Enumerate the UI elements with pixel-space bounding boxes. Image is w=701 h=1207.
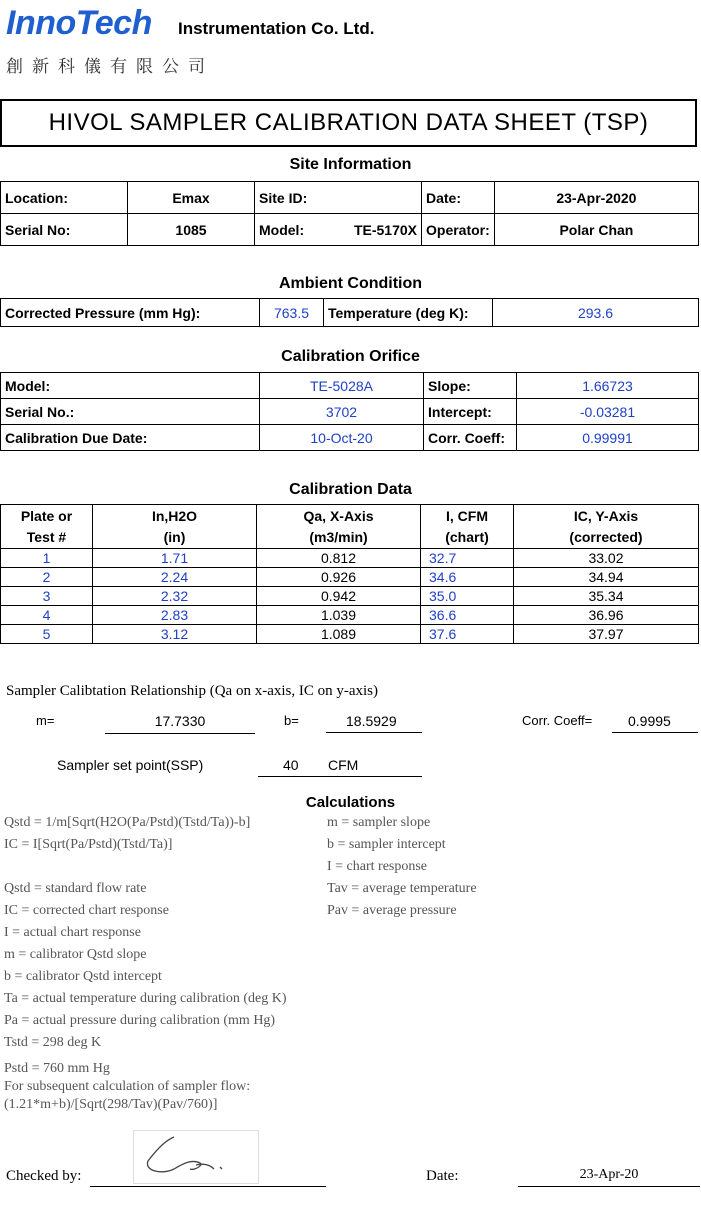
def-pav: Pav = average pressure: [327, 903, 457, 918]
location-label: Location:: [1, 182, 128, 214]
corr-coeff-value: 0.99991: [517, 425, 699, 451]
def-qstd: Qstd = standard flow rate: [4, 881, 147, 896]
page-title: HIVOL SAMPLER CALIBRATION DATA SHEET (TSP): [0, 99, 697, 147]
def-sampler-slope: m = sampler slope: [327, 815, 431, 830]
cell-qa: 1.039: [257, 606, 421, 625]
def-sampler-intercept: b = sampler intercept: [327, 837, 446, 852]
cell-i: 36.6: [421, 606, 514, 625]
cell-i: 35.0: [421, 587, 514, 606]
due-date-value: 10-Oct-20: [260, 425, 424, 451]
pressure-value: 763.5: [260, 299, 324, 327]
footer-date-label: Date:: [426, 1168, 459, 1184]
operator-label: Operator:: [422, 214, 495, 246]
def-m: m = calibrator Qstd slope: [4, 947, 147, 962]
cell-qa: 0.812: [257, 549, 421, 568]
cell-qa: 0.942: [257, 587, 421, 606]
cell-test: 1: [1, 549, 93, 568]
cell-ic: 33.02: [514, 549, 699, 568]
cell-ic: 36.96: [514, 606, 699, 625]
location-value: Emax: [128, 182, 255, 214]
cell-inh2o: 2.83: [93, 606, 257, 625]
due-date-label: Calibration Due Date:: [1, 425, 260, 451]
brand-logo: InnoTech: [6, 4, 152, 42]
orifice-model-label: Model:: [1, 373, 260, 399]
relationship-heading: Sampler Calibtation Relationship (Qa on x-axis, IC on y-axis): [6, 683, 379, 699]
m-label: m=: [36, 713, 55, 728]
ssp-value: 40: [283, 757, 299, 773]
cell-inh2o: 1.71: [93, 549, 257, 568]
sampler-corr-value: 0.9995: [612, 711, 698, 733]
def-b: b = calibrator Qstd intercept: [4, 969, 162, 984]
cell-qa: 1.089: [257, 625, 421, 644]
col-subheader-qa: (m3/min): [257, 527, 421, 549]
sampler-corr-label: Corr. Coeff=: [522, 713, 593, 728]
col-subheader-ic: (corrected): [514, 527, 699, 549]
b-value: 18.5929: [326, 711, 422, 733]
slope-value: 1.66723: [517, 373, 699, 399]
pressure-label: Corrected Pressure (mm Hg):: [1, 299, 260, 327]
cell-ic: 35.34: [514, 587, 699, 606]
date-label: Date:: [422, 182, 495, 214]
model-cell: [255, 214, 422, 246]
site-info-table: [0, 181, 699, 246]
def-tstd: Tstd = 298 deg K: [4, 1035, 102, 1050]
formula-qstd: Qstd = 1/m[Sqrt(H2O(Pa/Pstd)(Tstd/Ta))-b]: [4, 815, 251, 830]
def-pa: Pa = actual pressure during calibration (mm Hg): [4, 1013, 276, 1028]
calibration-data-table: [0, 504, 699, 644]
calculations-heading: Calculations: [305, 794, 396, 811]
cell-test: 5: [1, 625, 93, 644]
cell-ic: 34.94: [514, 568, 699, 587]
cell-i: 34.6: [421, 568, 514, 587]
col-header-qa: Qa, X-Axis: [257, 505, 421, 527]
footer-date-value: 23-Apr-20: [518, 1166, 700, 1187]
def-ta: Ta = actual temperature during calibration (deg K): [4, 991, 287, 1006]
cell-qa: 0.926: [257, 568, 421, 587]
table-row: [1, 625, 699, 644]
ambient-heading: Ambient Condition: [278, 275, 423, 292]
col-header-ic: IC, Y-Axis: [514, 505, 699, 527]
site-info-heading: Site Information: [289, 156, 412, 173]
def-tav: Tav = average temperature: [327, 881, 477, 896]
intercept-label: Intercept:: [424, 399, 517, 425]
operator-value: Polar Chan: [494, 214, 698, 246]
temperature-label: Temperature (deg K):: [324, 299, 493, 327]
col-subheader-i: (chart): [421, 527, 514, 549]
calculations-left: [4, 815, 324, 1115]
orifice-table: [0, 372, 699, 451]
orifice-serial-value: 3702: [260, 399, 424, 425]
table-row: [1, 606, 699, 625]
model-label: Model:: [259, 221, 305, 238]
col-subheader-inh2o: (in): [93, 527, 257, 549]
col-header-i: I, CFM: [421, 505, 514, 527]
col-header-inh2o: In,H2O: [93, 505, 257, 527]
table-row: [1, 549, 699, 568]
blank-line: [4, 859, 324, 881]
ssp-label: Sampler set point(SSP): [57, 757, 204, 773]
m-value: 17.7330: [105, 711, 255, 734]
cell-test: 3: [1, 587, 93, 606]
subsequent-note: For subsequent calculation of sampler flow:: [4, 1079, 251, 1094]
serial-label: Serial No:: [1, 214, 128, 246]
cell-i: 32.7: [421, 549, 514, 568]
cell-inh2o: 3.12: [93, 625, 257, 644]
corr-coeff-label: Corr. Coeff:: [424, 425, 517, 451]
subsequent-formula: (1.21*m+b)/[Sqrt(298/Tav)(Pav/760)]: [4, 1097, 218, 1112]
col-subheader-plate: Test #: [1, 527, 93, 549]
ssp-field: [258, 755, 422, 777]
temperature-value: 293.6: [493, 299, 699, 327]
checked-by-line: [90, 1186, 326, 1187]
slope-label: Slope:: [424, 373, 517, 399]
ambient-table: [0, 298, 699, 327]
signature-scribble: [134, 1131, 258, 1183]
cell-test: 4: [1, 606, 93, 625]
def-i: I = actual chart response: [4, 925, 141, 940]
formula-ic: IC = I[Sqrt(Pa/Pstd)(Tstd/Ta)]: [4, 837, 173, 852]
cell-ic: 37.97: [514, 625, 699, 644]
table-row: [1, 587, 699, 606]
checked-by-label: Checked by:: [6, 1168, 82, 1184]
serial-value: 1085: [128, 214, 255, 246]
calculations-right: [327, 815, 547, 925]
def-pstd: Pstd = 760 mm Hg: [4, 1061, 110, 1076]
def-chart-response: I = chart response: [327, 859, 428, 874]
cell-inh2o: 2.32: [93, 587, 257, 606]
cell-i: 37.6: [421, 625, 514, 644]
table-row: [1, 568, 699, 587]
date-value: 23-Apr-2020: [494, 182, 698, 214]
cell-test: 2: [1, 568, 93, 587]
col-header-plate: Plate or: [1, 505, 93, 527]
cell-inh2o: 2.24: [93, 568, 257, 587]
b-label: b=: [284, 713, 299, 728]
orifice-model-value: TE-5028A: [260, 373, 424, 399]
company-chinese-name: 創新科儀有限公司: [6, 57, 214, 77]
intercept-value: -0.03281: [517, 399, 699, 425]
site-id-label: Site ID:: [255, 182, 422, 214]
model-value: TE-5170X: [353, 221, 417, 238]
signature: [133, 1130, 259, 1184]
company-name: Instrumentation Co. Ltd.: [178, 19, 375, 38]
def-ic: IC = corrected chart response: [4, 903, 169, 918]
orifice-serial-label: Serial No.:: [1, 399, 260, 425]
ssp-unit: CFM: [328, 757, 359, 773]
calibration-data-heading: Calibration Data: [289, 481, 412, 498]
orifice-heading: Calibration Orifice: [281, 348, 420, 365]
